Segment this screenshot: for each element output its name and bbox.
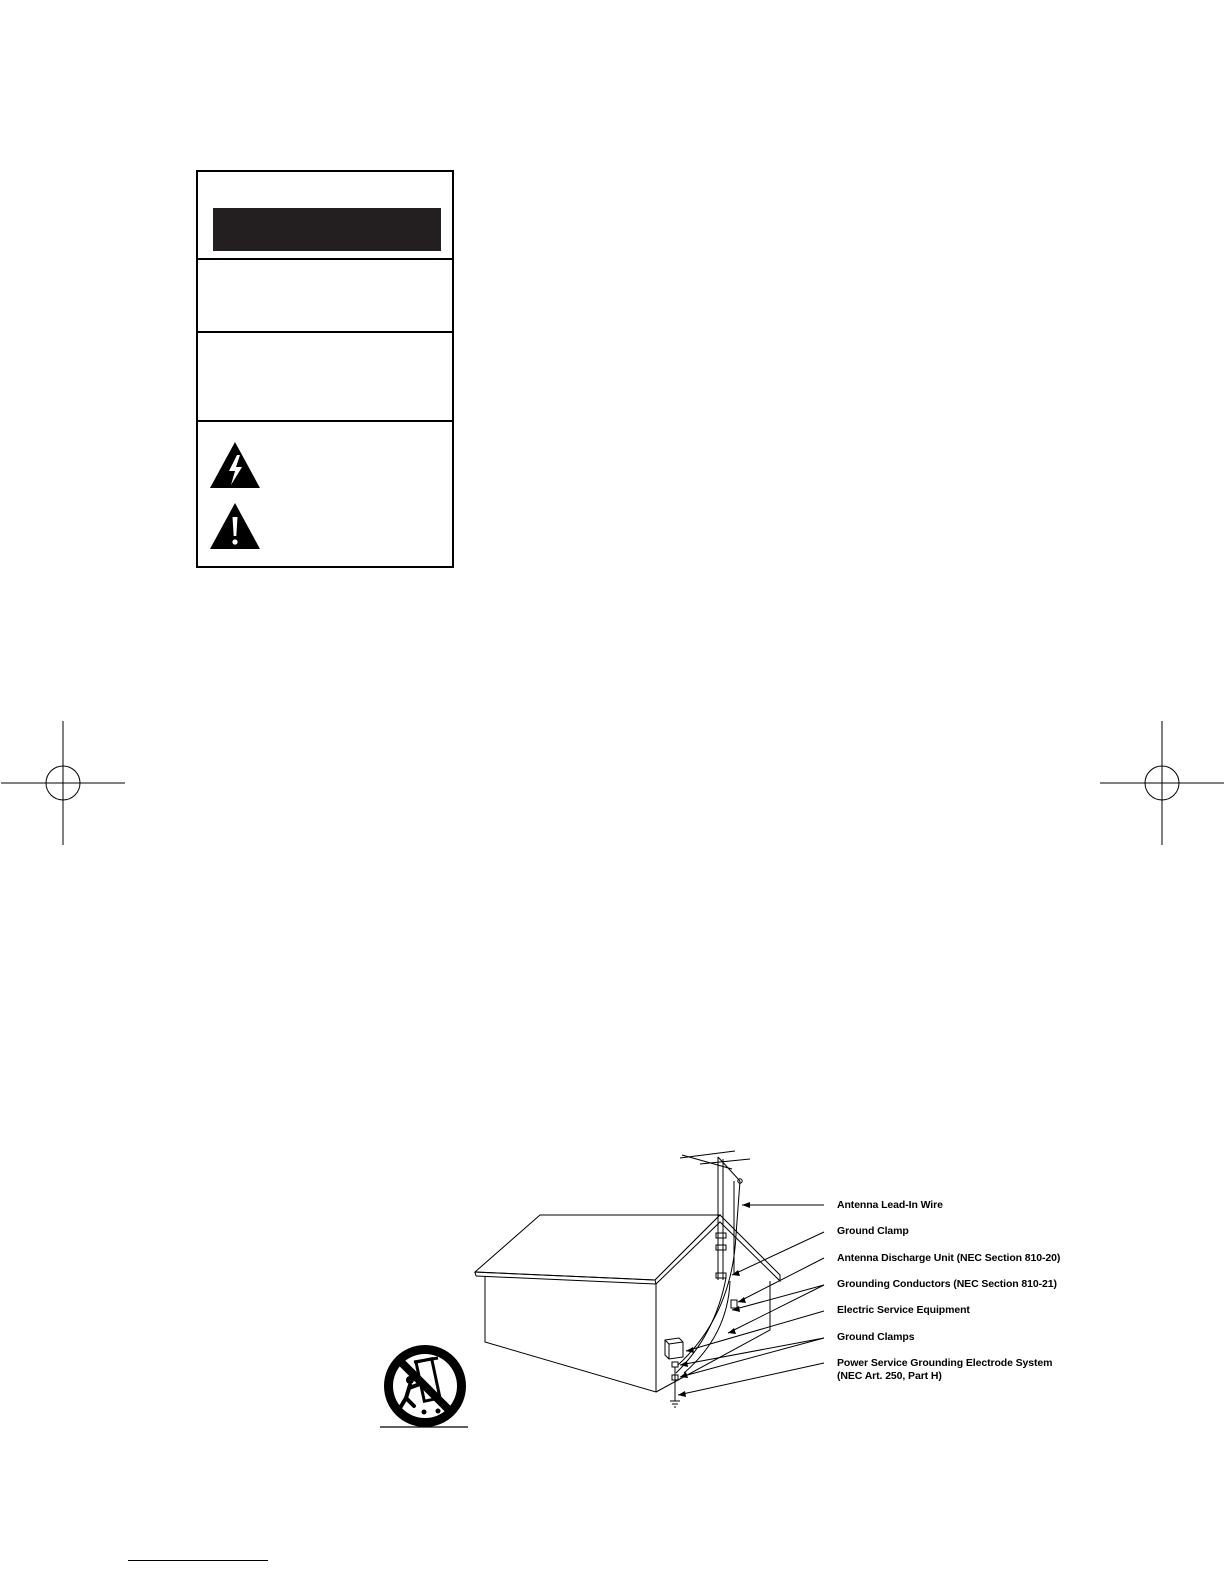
registration-mark-right <box>1100 721 1224 845</box>
registration-mark-left <box>1 721 125 845</box>
footer-rule <box>128 1560 268 1561</box>
warning-header-section <box>198 172 452 260</box>
label-electric-service-equipment: Electric Service Equipment <box>837 1304 970 1316</box>
label-power-service-grounding: Power Service Grounding Electrode System <box>837 1357 1053 1369</box>
label-ground-clamp: Ground Clamp <box>837 1225 909 1237</box>
warning-symbols-section <box>198 422 452 566</box>
antenna-grounding-diagram <box>470 1145 830 1415</box>
no-cart-tipping-icon <box>380 1340 470 1440</box>
label-ground-clamps: Ground Clamps <box>837 1331 915 1343</box>
warning-section-3 <box>198 333 452 422</box>
label-antenna-lead-in-wire: Antenna Lead-In Wire <box>837 1199 943 1211</box>
warning-title-bar <box>213 208 441 251</box>
lightning-bolt-triangle-icon <box>209 441 261 489</box>
warning-section-2 <box>198 260 452 333</box>
label-grounding-conductors: Grounding Conductors (NEC Section 810-21) <box>837 1278 1057 1290</box>
exclamation-triangle-icon <box>209 502 261 550</box>
label-nec-art-250: (NEC Art. 250, Part H) <box>837 1370 942 1382</box>
label-antenna-discharge-unit: Antenna Discharge Unit (NEC Section 810-20) <box>837 1252 1061 1264</box>
warning-panel <box>196 170 454 568</box>
